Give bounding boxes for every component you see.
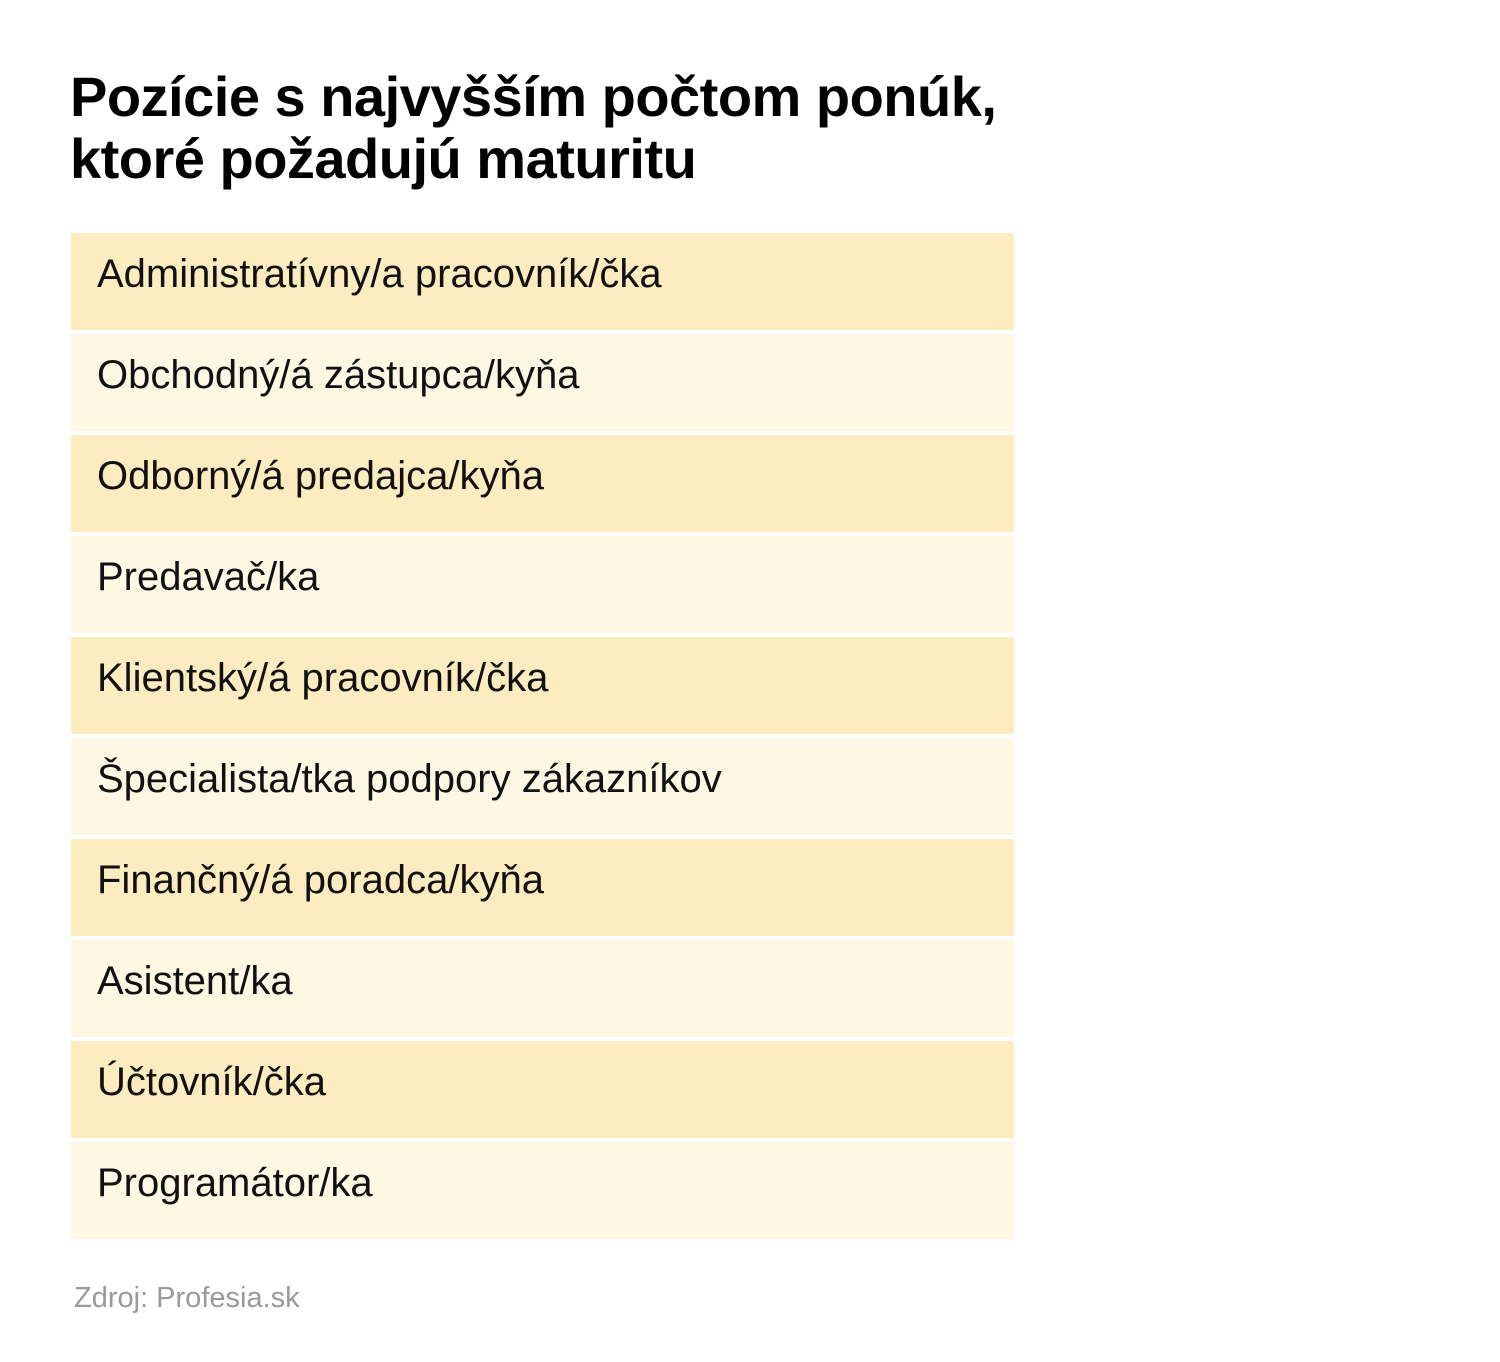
table-row: Obchodný/á zástupca/kyňa: [71, 334, 1014, 431]
chart-title-line-2: ktoré požadujú maturitu: [70, 127, 697, 190]
table-row: Účtovník/čka: [71, 1041, 1014, 1138]
chart-title-line-1: Pozície s najvyšším počtom ponúk,: [70, 65, 997, 128]
table-row: Finančný/á poradca/kyňa: [71, 839, 1014, 936]
chart-title: [70, 66, 1070, 190]
table-row: Špecialista/tka podpory zákazníkov: [71, 738, 1014, 835]
table-row: Klientský/á pracovník/čka: [71, 637, 1014, 734]
table-row: Asistent/ka: [71, 940, 1014, 1037]
table-row: Programátor/ka: [71, 1142, 1014, 1239]
positions-table: [71, 233, 1014, 1239]
table-row: Odborný/á predajca/kyňa: [71, 435, 1014, 532]
table-row: Predavač/ka: [71, 536, 1014, 633]
source-note: Zdroj: Profesia.sk: [74, 1282, 300, 1314]
table-row: Administratívny/a pracovník/čka: [71, 233, 1014, 330]
